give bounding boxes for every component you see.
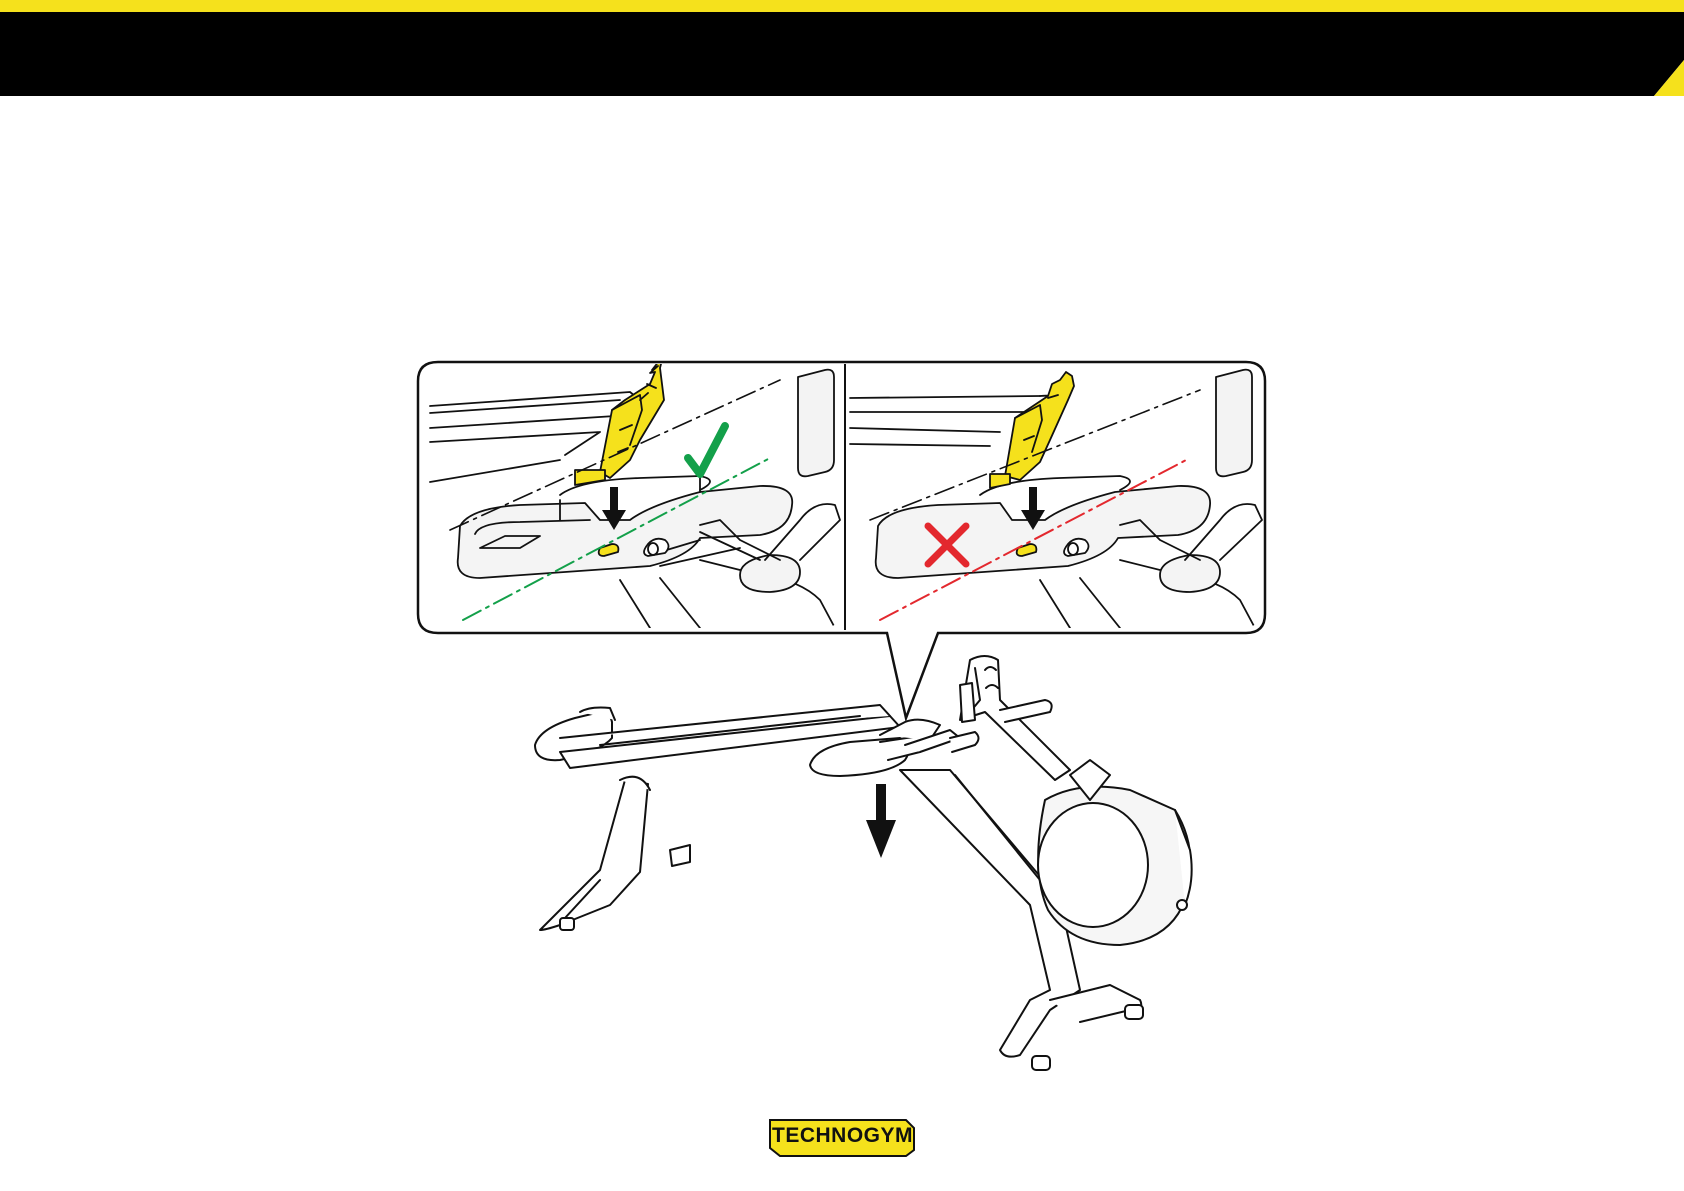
- logo-text: TECHNOGYM: [772, 1124, 913, 1147]
- rowing-machine-icon: [535, 656, 1192, 1070]
- arrow-down-icon: [866, 784, 896, 858]
- technogym-logo: [766, 1114, 919, 1158]
